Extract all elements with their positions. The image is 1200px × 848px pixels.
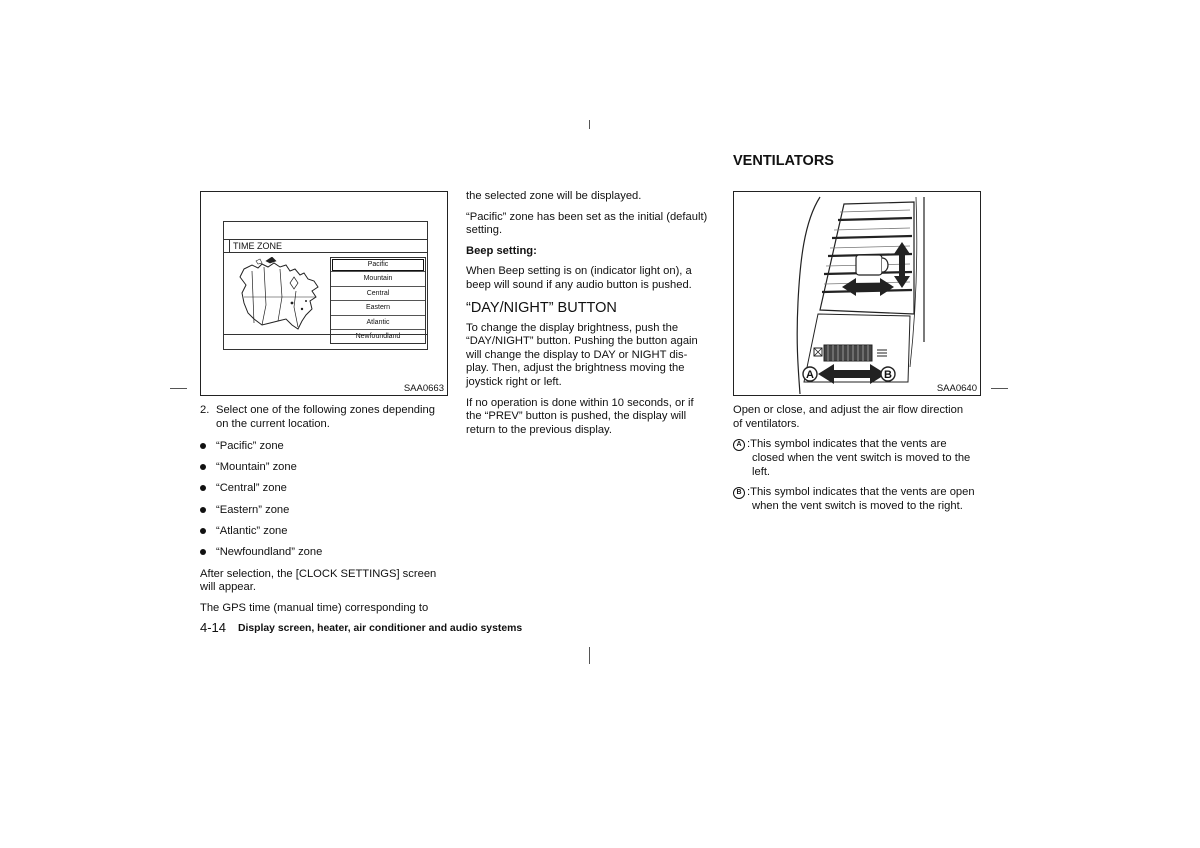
paragraph-line: :This symbol indicates that the vents are: [747, 438, 947, 451]
zone-option-eastern[interactable]: Eastern: [331, 301, 425, 315]
ventilator-figure: [733, 191, 981, 396]
list-item: [733, 438, 981, 479]
symbol-b-icon: B: [733, 487, 745, 499]
crop-mark-left: [170, 388, 187, 389]
right-column-text: [733, 404, 981, 514]
zone-option-atlantic[interactable]: Atlantic: [331, 316, 425, 330]
bullet-icon: [200, 485, 206, 491]
paragraph-line: To change the display brightness, push the: [466, 321, 679, 334]
paragraph-line: left.: [752, 466, 771, 479]
step-text-line-2: on the current location.: [216, 418, 330, 430]
bullet-icon: [200, 464, 206, 470]
bullet-icon: [200, 507, 206, 513]
paragraph-line: When Beep setting is on (indicator light on), a: [466, 265, 692, 278]
page-number: 4-14: [200, 620, 227, 635]
paragraph-line: :This symbol indicates that the vents are open: [747, 486, 975, 499]
zone-option-central[interactable]: Central: [331, 287, 425, 301]
time-zone-list: [330, 257, 426, 344]
time-zone-screen: [223, 221, 428, 350]
zone-option-pacific[interactable]: Pacific: [331, 258, 425, 272]
paragraph-line: setting.: [466, 224, 503, 237]
figure-code: SAA0640: [936, 383, 977, 394]
symbol-a-icon: A: [733, 439, 745, 451]
figure-label-a: A: [806, 369, 814, 381]
beep-setting-heading: Beep setting:: [466, 244, 537, 257]
after-selection-line-2: will appear.: [200, 581, 256, 593]
zone-option-mountain[interactable]: Mountain: [331, 272, 425, 286]
north-america-map-icon: [232, 257, 324, 333]
after-selection-line-1: After selection, the [CLOCK SETTINGS] screen: [200, 568, 437, 580]
paragraph-line: Open or close, and adjust the air flow direction: [733, 404, 964, 416]
crop-mark-right: [991, 388, 1008, 389]
bullet-icon: [200, 549, 206, 555]
gps-time-line: The GPS time (manual time) corresponding to: [200, 602, 429, 614]
crop-mark-bottom: [589, 647, 590, 664]
figure-code: SAA0663: [403, 383, 444, 394]
time-zone-title-bar: [224, 239, 427, 253]
paragraph-line: the selected zone will be displayed.: [466, 190, 642, 202]
crop-mark-top: [589, 120, 590, 129]
paragraph-line: closed when the vent switch is moved to the: [752, 452, 971, 465]
paragraph-line: “DAY/NIGHT” button. Pushing the button again: [466, 335, 698, 348]
paragraph-line: If no operation is done within 10 seconds, or if: [466, 396, 694, 409]
ventilator-illustration-icon: [734, 192, 980, 395]
chapter-title: Display screen, heater, air conditioner and audio systems: [238, 623, 523, 634]
paragraph-line: when the vent switch is moved to the right.: [752, 500, 963, 513]
paragraph-line: of ventilators.: [733, 417, 800, 430]
paragraph-line: return to the previous display.: [466, 423, 612, 436]
bullet-icon: [200, 443, 206, 449]
ventilators-heading: VENTILATORS: [733, 153, 834, 169]
paragraph-line: beep will sound if any audio button is pushed.: [466, 278, 692, 291]
list-item: [733, 486, 981, 514]
middle-column: [466, 190, 714, 437]
step-number: 2.: [200, 404, 210, 416]
bullet-icon: [200, 528, 206, 534]
paragraph-line: “Pacific” zone has been set as the initial (default): [466, 210, 708, 223]
time-zone-title: TIME ZONE: [229, 240, 282, 252]
figure-label-b: B: [884, 369, 892, 381]
paragraph-line: will change the display to DAY or NIGHT dis-: [466, 348, 688, 361]
paragraph-line: joystick right or left.: [466, 375, 562, 388]
time-zone-bottom-bar: [224, 334, 427, 335]
step-text-line-1: Select one of the following zones depending: [216, 404, 435, 416]
day-night-heading: “DAY/NIGHT” BUTTON: [466, 299, 617, 316]
paragraph-line: the “PREV” button is pushed, the display will: [466, 410, 687, 423]
paragraph-line: play. Then, adjust the brightness moving the: [466, 362, 685, 375]
time-zone-figure: [200, 191, 448, 396]
zone-option-newfoundland[interactable]: Newfoundland: [355, 332, 401, 340]
